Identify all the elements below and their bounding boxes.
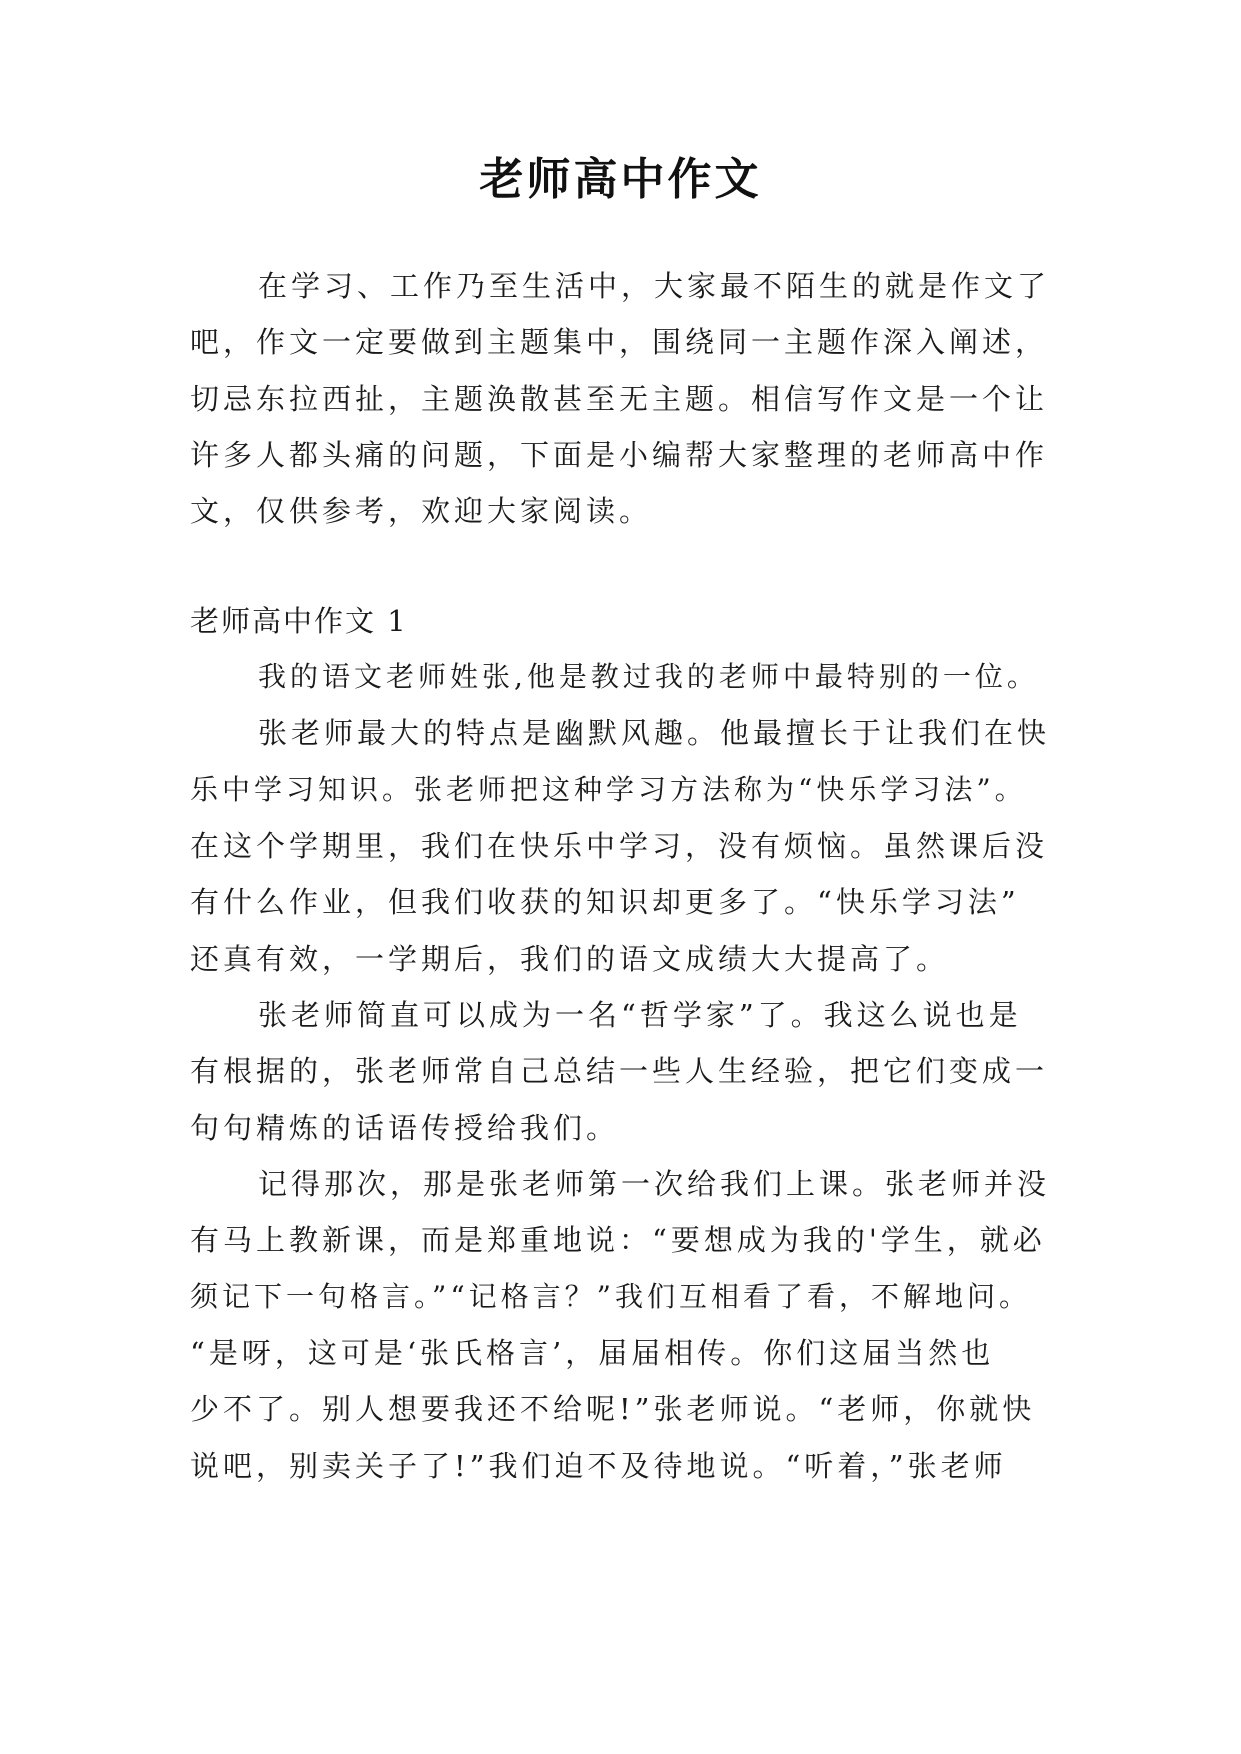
body-line: 说吧，别卖关子了!”我们迫不及待地说。“听着，”张老师	[190, 1449, 1007, 1483]
intro-line: 吧，作文一定要做到主题集中，围绕同一主题作深入阐述，	[190, 325, 1049, 359]
body-line: 张老师简直可以成为一名“哲学家”了。我这么说也是	[258, 998, 1022, 1032]
document-title: 老师高中作文	[479, 154, 762, 205]
body-line: 有什么作业，但我们收获的知识却更多了。“快乐学习法”	[190, 885, 1020, 919]
body-line: 乐中学习知识。张老师把这种学习方法称为“快乐学习法”。	[190, 773, 1027, 806]
intro-line: 切忌东拉西扯，主题涣散甚至无主题。相信写作文是一个让	[190, 382, 1049, 416]
body-line: 句句精炼的话语传授给我们。	[190, 1111, 620, 1145]
section-heading: 老师高中作文 1	[190, 604, 408, 638]
body-line: 在这个学期里，我们在快乐中学习，没有烦恼。虽然课后没	[190, 829, 1049, 863]
body-line: 记得那次，那是张老师第一次给我们上课。张老师并没	[258, 1167, 1051, 1201]
body-line: 张老师最大的特点是幽默风趣。他最擅长于让我们在快	[258, 716, 1051, 750]
intro-line: 文，仅供参考，欢迎大家阅读。	[190, 494, 653, 528]
body-line: 少不了。别人想要我还不给呢!”张老师说。“老师，你就快	[190, 1392, 1036, 1426]
body-line: 须记下一句格言。”“记格言？”我们互相看了看，不解地问。	[190, 1280, 1031, 1313]
body-line: 我的语文老师姓张,他是教过我的老师中最特别的一位。	[258, 660, 1039, 693]
body-line: “是呀，这可是‘张氏格言’，届届相传。你们这届当然也	[190, 1336, 995, 1370]
body-line: 有根据的，张老师常自己总结一些人生经验，把它们变成一	[190, 1054, 1049, 1088]
body-line: 有马上教新课，而是郑重地说：“要想成为我的'学生，就必	[190, 1223, 1046, 1257]
body-line: 还真有效，一学期后，我们的语文成绩大大提高了。	[190, 942, 950, 976]
intro-line: 许多人都头痛的问题，下面是小编帮大家整理的老师高中作	[190, 438, 1049, 472]
intro-line: 在学习、工作乃至生活中，大家最不陌生的就是作文了	[258, 269, 1051, 303]
